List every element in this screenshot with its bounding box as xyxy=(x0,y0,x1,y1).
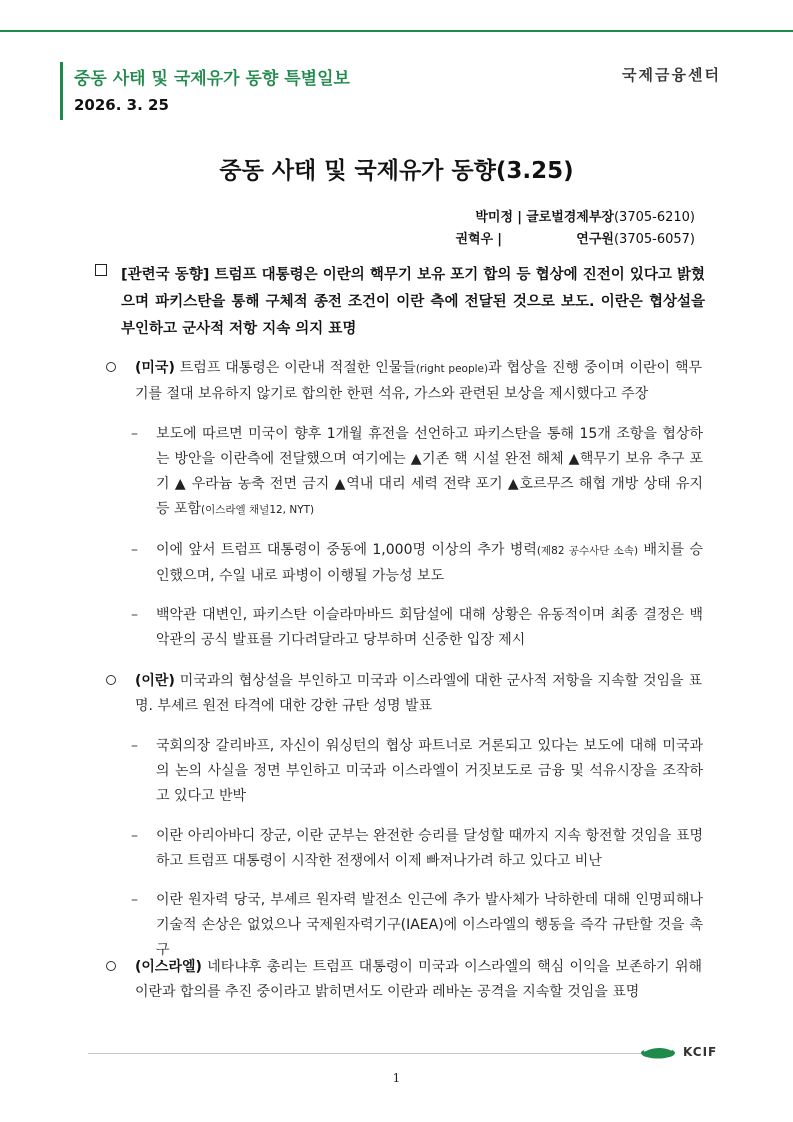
circle-bullet-icon xyxy=(106,961,116,971)
sub-body: 국회의장 갈리바프, 자신이 워싱턴의 협상 파트너로 거론되고 있다는 보도에 대해 미국과의 논의 사실을 정면 부인하고 미국과 이스라엘이 거짓보도로 금융 및 석유시장을 조작하고 있다고 반박 xyxy=(156,738,703,804)
item-text xyxy=(135,955,702,1005)
dash-bullet: – xyxy=(131,542,138,558)
sub-item xyxy=(131,824,703,874)
circle-bullet-icon xyxy=(106,675,116,685)
author-phone: (3705-6057) xyxy=(613,232,695,247)
dash-bullet: – xyxy=(131,607,138,623)
sub-item-text xyxy=(156,603,703,653)
author-separator: | xyxy=(497,232,503,247)
author-role: 글로벌경제부장 xyxy=(526,210,614,225)
section-summary-text: [관련국 동향] 트럼프 대통령은 이란의 핵무기 보유 포기 합의 등 협상에 진전이 있다고 밝혔으며 파키스탄을 통해 구체적 종전 조건이 이란 측에 전달된 것으로 보도. 이란은 협상설을 부인하고 군사적 저항 지속 의지 표명 xyxy=(121,267,705,337)
header-accent-bar xyxy=(60,62,63,120)
sub-item-text xyxy=(156,734,703,809)
dash-bullet: – xyxy=(131,892,138,908)
item-note: (right people) xyxy=(415,363,489,375)
sub-item-text xyxy=(156,824,703,874)
dash-bullet: – xyxy=(131,426,138,442)
item-tag: (미국) xyxy=(135,360,175,376)
sub-body: 보도에 따르면 미국이 향후 1개월 휴전을 선언하고 파키스탄을 통해 15개 조항을 협상하는 방안을 이란측에 전달했으며 여기에는 ▲기존 핵 시설 완전 해체 ▲핵무기 보유 추구 포기 ▲ 우라늄 농축 전면 금지 ▲역내 대리 세력 전략 포기 ▲호르무즈 해협 개방 상태 유지 등 포함 xyxy=(156,426,703,517)
list-item-usa xyxy=(106,356,702,407)
circle-bullet-icon xyxy=(106,362,116,372)
item-tag: (이스라엘) xyxy=(135,959,202,975)
top-rule xyxy=(0,0,793,32)
sub-item xyxy=(131,422,703,523)
item-body: 트럼프 대통령은 이란내 적절한 인물들 xyxy=(174,360,416,376)
sub-note: (이스라엘 채널12, NYT) xyxy=(201,504,315,516)
dash-bullet: – xyxy=(131,828,138,844)
item-body: 미국과의 협상설을 부인하고 미국과 이스라엘에 대한 군사적 저항을 지속할 것임을 표명. 부셰르 원전 타격에 대한 강한 규탄 성명 발표 xyxy=(135,673,702,714)
item-body: 네타냐후 총리는 트럼프 대통령이 미국과 이스라엘의 핵심 이익을 보존하기 위해 이란과 합의를 추진 중이라고 밝히면서도 이란과 레바논 공격을 지속할 것임을 표명 xyxy=(135,959,702,1000)
author-block xyxy=(455,207,695,251)
organization-name: 국제금융센터 xyxy=(622,66,721,84)
page-number: 1 xyxy=(392,1071,401,1085)
sub-item-text xyxy=(156,888,703,963)
kcif-logo-icon xyxy=(640,1045,676,1059)
sub-item xyxy=(131,734,703,809)
author-line xyxy=(455,229,695,251)
footer-logo-text: KCIF xyxy=(683,1045,718,1059)
item-body-cont: 과 협상을 진행 중이며 이란이 핵무기를 절대 보유하지 않기로 합의한 한편 석유, 가스와 관련된 보상을 제시했다고 주장 xyxy=(135,360,703,402)
author-name: 권혁우 xyxy=(455,232,494,247)
report-date: 2026. 3. 25 xyxy=(74,96,169,114)
footer-rule xyxy=(88,1053,648,1054)
sub-body-cont: 배치를 승인했으며, 수일 내로 파병이 이행될 가능성 보도 xyxy=(156,542,703,584)
dash-bullet: – xyxy=(131,738,138,754)
sub-note: (제82 공수사단 소속) xyxy=(536,545,639,557)
author-line xyxy=(455,207,695,229)
item-tag: (이란) xyxy=(135,673,175,689)
report-series-title: 중동 사태 및 국제유가 동향 특별일보 xyxy=(74,69,350,89)
item-text xyxy=(135,356,702,407)
sub-body: 백악관 대변인, 파키스탄 이슬라마바드 회담설에 대해 상황은 유동적이며 최종 결정은 백악관의 공식 발표를 기다려달라고 당부하며 신중한 입장 제시 xyxy=(156,607,703,648)
author-role: 연구원 xyxy=(576,232,614,247)
sub-item xyxy=(131,603,703,653)
list-item-iran xyxy=(106,669,702,719)
sub-body: 이란 원자력 당국, 부셰르 원자력 발전소 인근에 추가 발사체가 낙하한데 대해 인명피해나 기술적 손상은 없었으나 국제원자력기구(IAEA)에 이스라엘의 행동을 즉각 규탄할 것을 촉구 xyxy=(156,892,703,958)
author-name: 박미정 xyxy=(475,210,514,225)
list-item-israel xyxy=(106,955,702,1005)
square-bullet-icon xyxy=(95,264,107,276)
sub-item-text xyxy=(156,538,703,589)
sub-item-text xyxy=(156,422,703,523)
sub-body: 이란 아리아바디 장군, 이란 군부는 완전한 승리를 달성할 때까지 지속 항전할 것임을 표명하고 트럼프 대통령이 시작한 전쟁에서 이제 빠져나가려 하고 있다고 비난 xyxy=(156,828,703,869)
author-phone: (3705-6210) xyxy=(613,210,695,225)
sub-body: 이에 앞서 트럼프 대통령이 중동에 1,000명 이상의 추가 병력 xyxy=(156,542,537,558)
page-title: 중동 사태 및 국제유가 동향(3.25) xyxy=(219,158,574,184)
item-text xyxy=(135,669,702,719)
section-summary xyxy=(95,262,705,343)
author-separator: | xyxy=(517,210,522,225)
sub-item xyxy=(131,888,703,963)
sub-item xyxy=(131,538,703,589)
